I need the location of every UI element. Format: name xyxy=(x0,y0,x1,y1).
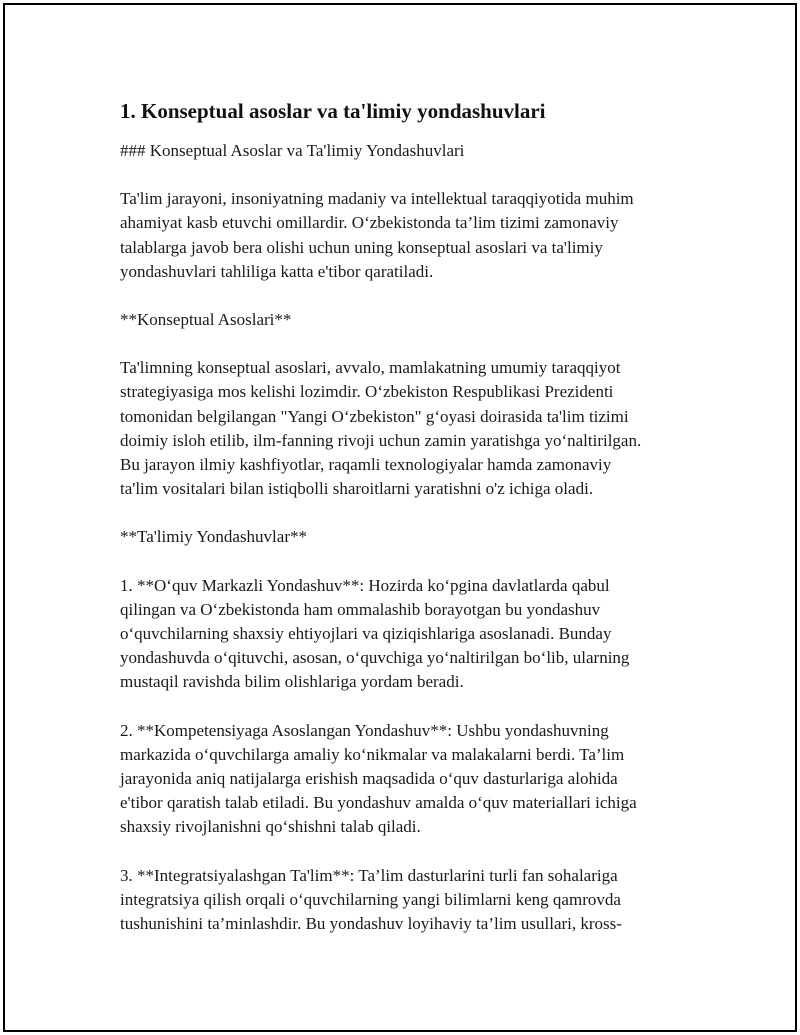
text-line: Ta'limning konseptual asoslari, avvalo, mamlakatning umumiy taraqqiyot xyxy=(120,358,621,378)
text-line: markazida o‘quvchilarga amaliy ko‘nikmalar va malakalarni berdi. Ta’lim xyxy=(120,744,625,764)
text-line: ### Konseptual Asoslar va Ta'limiy Yondashuvlari xyxy=(120,141,465,160)
text-line: integratsiya qilish orqali o‘quvchilarning yangi bilimlarni keng qamrovda xyxy=(120,889,621,909)
text-line: 3. **Integratsiyalashgan Ta'lim**: Ta’lim dasturlarini turli fan sohalariga xyxy=(120,865,618,885)
paragraph xyxy=(120,574,705,695)
document-body xyxy=(120,97,705,960)
text-line: yondashuvlari tahliliga katta e'tibor qaratiladi. xyxy=(120,261,434,281)
text-line: **Konseptual Asoslari** xyxy=(120,310,292,330)
text-line: **Ta'limiy Yondashuvlar** xyxy=(120,527,307,547)
text-line: Ta'lim jarayoni, insoniyatning madaniy va intellektual taraqqiyotida muhim xyxy=(120,189,634,209)
paragraph xyxy=(120,864,705,937)
text-line: Bu jarayon ilmiy kashfiyotlar, raqamli texnologiyalar hamda zamonaviy xyxy=(120,455,612,475)
paragraph xyxy=(120,356,705,501)
paragraph xyxy=(120,187,705,284)
text-line: shaxsiy rivojlanishni qo‘shishni talab qiladi. xyxy=(120,817,421,837)
paragraph-list xyxy=(120,139,705,936)
text-line: mustaqil ravishda bilim olishlariga yordam beradi. xyxy=(120,672,464,692)
text-line: yondashuvda o‘qituvchi, asosan, o‘quvchiga yo‘naltirilgan bo‘lib, ularning xyxy=(120,648,630,668)
text-line: doimiy isloh etilib, ilm-fanning rivoji uchun zamin yaratishga yo‘naltirilgan. xyxy=(120,430,642,450)
text-line: ta'lim vositalari bilan istiqbolli sharoitlarni yaratishni o'z ichiga oladi. xyxy=(120,479,594,499)
text-line: talablarga javob bera olishi uchun uning konseptual asoslari va ta'limiy xyxy=(120,237,603,257)
text-line: jarayonida aniq natijalarga erishish maqsadida o‘quv dasturlariga alohida xyxy=(120,769,618,789)
text-line: tomonidan belgilangan "Yangi O‘zbekiston" g‘oyasi doirasida ta'lim tizimi xyxy=(120,406,629,426)
text-line: strategiyasiga mos kelishi lozimdir. O‘zbekiston Respublikasi Prezidenti xyxy=(120,382,614,402)
paragraph xyxy=(120,719,705,840)
text-line: e'tibor qaratish talab etiladi. Bu yondashuv amalda o‘quv materiallari ichiga xyxy=(120,793,637,813)
document-page xyxy=(3,3,797,1032)
text-line: 1. **O‘quv Markazli Yondashuv**: Hozirda ko‘pgina davlatlarda qabul xyxy=(120,575,610,595)
text-line: qilingan va O‘zbekistonda ham ommalashib borayotgan bu yondashuv xyxy=(120,599,601,619)
document-title: 1. Konseptual asoslar va ta'limiy yondashuvlari xyxy=(120,99,546,123)
text-line: o‘quvchilarning shaxsiy ehtiyojlari va qiziqishlariga asoslanadi. Bunday xyxy=(120,624,612,644)
paragraph xyxy=(120,308,705,332)
text-line: 2. **Kompetensiyaga Asoslangan Yondashuv**: Ushbu yondashuvning xyxy=(120,720,609,740)
text-line: tushunishini ta’minlashdir. Bu yondashuv loyihaviy ta’lim usullari, kross- xyxy=(120,914,622,934)
text-line: ahamiyat kasb etuvchi omillardir. O‘zbekistonda ta’lim tizimi zamonaviy xyxy=(120,213,619,233)
paragraph xyxy=(120,525,705,549)
paragraph xyxy=(120,139,705,163)
